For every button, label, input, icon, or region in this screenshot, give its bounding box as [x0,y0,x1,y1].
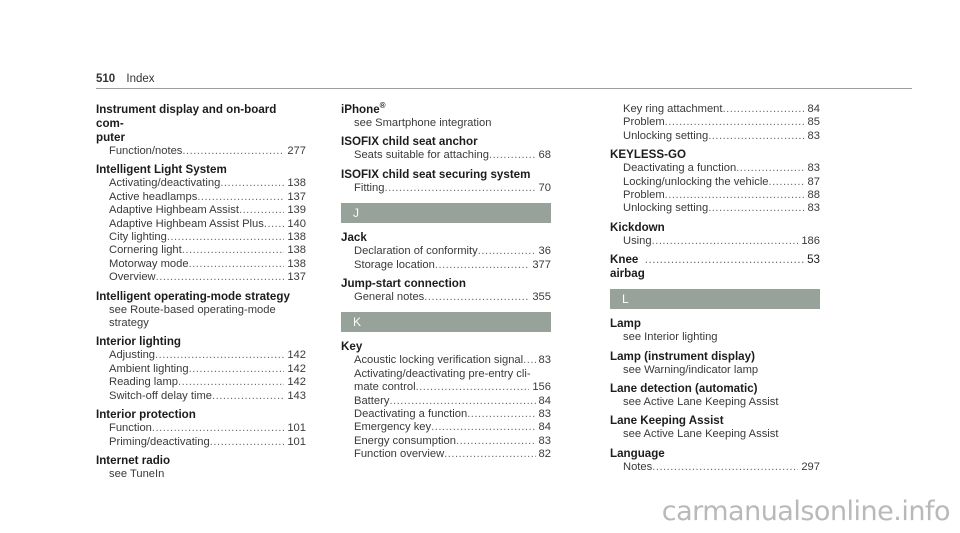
page-ref: 101 [287,435,306,448]
page-ref: 140 [287,217,306,230]
index-subentry: Using ..... 186 [623,235,820,248]
index-term: Language [610,446,665,460]
page-ref: 137 [287,271,306,284]
page-ref: 84 [538,421,551,434]
index-entry [96,454,306,481]
index-subentry: Priming/deactivating ..... 101 [109,436,306,449]
index-term: Internet radio [96,453,171,467]
page-ref: 87 [807,175,820,188]
index-subentry: Overview ..... 137 [109,271,306,284]
see-reference: see TuneIn [109,467,165,480]
index-term: ISOFIX child seat anchor [341,135,478,149]
index-subentry: Acoustic locking verification signal ..... 83 [354,354,551,367]
index-term: Knee airbag ..... 53 [610,253,820,281]
index-entry [610,253,820,281]
index-term: Jump-start connection [341,277,466,291]
index-term: Lamp [610,317,641,331]
section-letter-k: K [341,312,551,332]
index-entry [341,340,551,461]
index-term: Key [341,340,363,354]
page-ref: 138 [287,231,306,244]
page-ref: 83 [538,354,551,367]
page-ref: 137 [287,190,306,203]
index-subentry: Key ring attachment ..... 84 [623,103,820,116]
index-subentry: Switch-off delay time ..... 143 [109,390,306,403]
index-subentry: Adaptive Highbeam Assist ..... 139 [109,204,306,217]
index-entry [96,290,306,331]
index-column-1 [96,103,306,486]
see-reference: see Smartphone integration [354,117,492,129]
index-subentry: Activating/deactivating ..... 138 [109,177,306,190]
index-subentry: Problem ..... 85 [623,116,820,129]
index-entry [610,103,820,143]
page-ref: 83 [807,129,820,142]
index-subentry: Seats suitable for attaching ..... 68 [354,149,551,162]
index-subentry: Motorway mode ..... 138 [109,258,306,271]
index-entry [341,103,551,130]
index-term: Intelligent operating-mode strategy [96,289,290,303]
index-subentry: Reading lamp ..... 142 [109,376,306,389]
section-letter-l: L [610,289,820,309]
index-entry [610,221,820,248]
index-entry [610,382,820,409]
page-ref: 36 [538,245,551,258]
index-subentry: Storage location ..... 377 [354,259,551,272]
index-entry [96,408,306,449]
page-ref: 143 [287,389,306,402]
page-ref: 377 [532,258,551,271]
index-term: Intelligent Light System [96,163,227,177]
index-subentry: Problem ..... 88 [623,189,820,202]
index-subentry: Adaptive Highbeam Assist Plus ..... 140 [109,218,306,231]
index-subentry: Emergency key ..... 84 [354,421,551,434]
see-reference: see Interior lighting [623,331,718,344]
index-subentry-text: Activating/deactivating pre-entry cli- [354,367,531,380]
page-number: 510 [96,73,116,85]
index-subentry: Locking/unlocking the vehicle ..... 87 [623,176,820,189]
index-subentry: Unlocking setting ..... 83 [623,130,820,143]
page-ref: 156 [532,381,551,394]
index-term: ISOFIX child seat securing system [341,167,531,181]
index-term: Lamp (instrument display) [610,349,755,363]
index-term: Interior lighting [96,335,182,349]
index-entry [341,231,551,272]
index-term: iPhone® [341,101,386,116]
page-ref: 83 [538,408,551,421]
page-ref: 139 [287,204,306,217]
index-entry [610,350,820,377]
index-entry [341,168,551,195]
page-header [96,73,155,85]
index-subentry: Function ..... 101 [109,422,306,435]
index-subentry: City lighting ..... 138 [109,231,306,244]
page-ref: 138 [287,257,306,270]
index-subentry: Cornering light ..... 138 [109,244,306,257]
index-subentry: Function overview ..... 82 [354,448,551,461]
section-title: Index [126,73,155,85]
page-ref: 53 [807,253,820,267]
index-term: Jack [341,231,367,245]
page-ref: 84 [538,394,551,407]
index-term: KEYLESS-GO [610,148,687,162]
see-reference: see Route-based operating-mode strategy [109,303,276,330]
page-ref: 85 [807,116,820,129]
page-ref: 68 [538,149,551,162]
index-subentry: General notes ..... 355 [354,291,551,304]
index-subentry: Energy consumption ..... 83 [354,435,551,448]
index-subentry: Unlocking setting ..... 83 [623,202,820,215]
index-subentry: Notes ..... 297 [623,461,820,474]
index-entry [610,148,820,216]
index-subentry: mate control ..... 156 [354,381,551,394]
index-column-2 [341,103,551,467]
page-ref: 70 [538,181,551,194]
index-subentry: Deactivating a function ..... 83 [354,408,551,421]
index-term: Lane Keeping Assist [610,414,724,428]
index-term-continuation: puter [96,131,125,144]
page-ref: 297 [801,460,820,473]
index-entry [96,103,306,158]
page-ref: 186 [801,234,820,247]
header-divider [96,88,912,89]
page-ref: 142 [287,362,306,375]
watermark: carmanualsonline.info [661,496,950,527]
see-reference: see Active Lane Keeping Assist [623,396,779,409]
page-ref: 277 [287,145,306,157]
page-ref: 83 [538,434,551,447]
see-reference: see Active Lane Keeping Assist [623,428,779,441]
index-term: Interior protection [96,408,196,422]
index-subentry: Active headlamps ..... 137 [109,191,306,204]
index-entry [610,317,820,344]
index-entry [610,447,820,474]
index-subentry: Battery ..... 84 [354,395,551,408]
page-ref: 83 [807,162,820,175]
index-subentry: Deactivating a function ..... 83 [623,162,820,175]
index-entry [341,135,551,162]
page-ref: 355 [532,291,551,304]
index-entry [610,414,820,441]
page-ref: 82 [538,448,551,461]
page-ref: 142 [287,349,306,362]
index-entry [96,163,306,284]
index-term: Kickdown [610,220,665,234]
index-entry [96,335,306,403]
page-ref: 138 [287,177,306,190]
index-subentry: Fitting ..... 70 [354,182,551,195]
page-ref: 84 [807,103,820,115]
index-entry [341,277,551,304]
index-subentry: Ambient lighting ..... 142 [109,363,306,376]
index-subentry: Function/notes ..... 277 [109,145,306,158]
index-subentry: Declaration of conformity ..... 36 [354,245,551,258]
page-ref: 101 [287,422,306,435]
see-reference: see Warning/indicator lamp [623,363,759,376]
index-term: Lane detection (automatic) [610,382,758,396]
registered-mark: ® [379,101,386,111]
page-ref: 83 [807,202,820,215]
index-column-3 [610,103,820,479]
page-ref: 138 [287,244,306,257]
section-letter-j: J [341,203,551,223]
page-ref: 142 [287,376,306,389]
page-ref: 88 [807,189,820,202]
index-subentry: Adjusting ..... 142 [109,349,306,362]
index-term: Instrument display and on-board com- [96,103,277,130]
